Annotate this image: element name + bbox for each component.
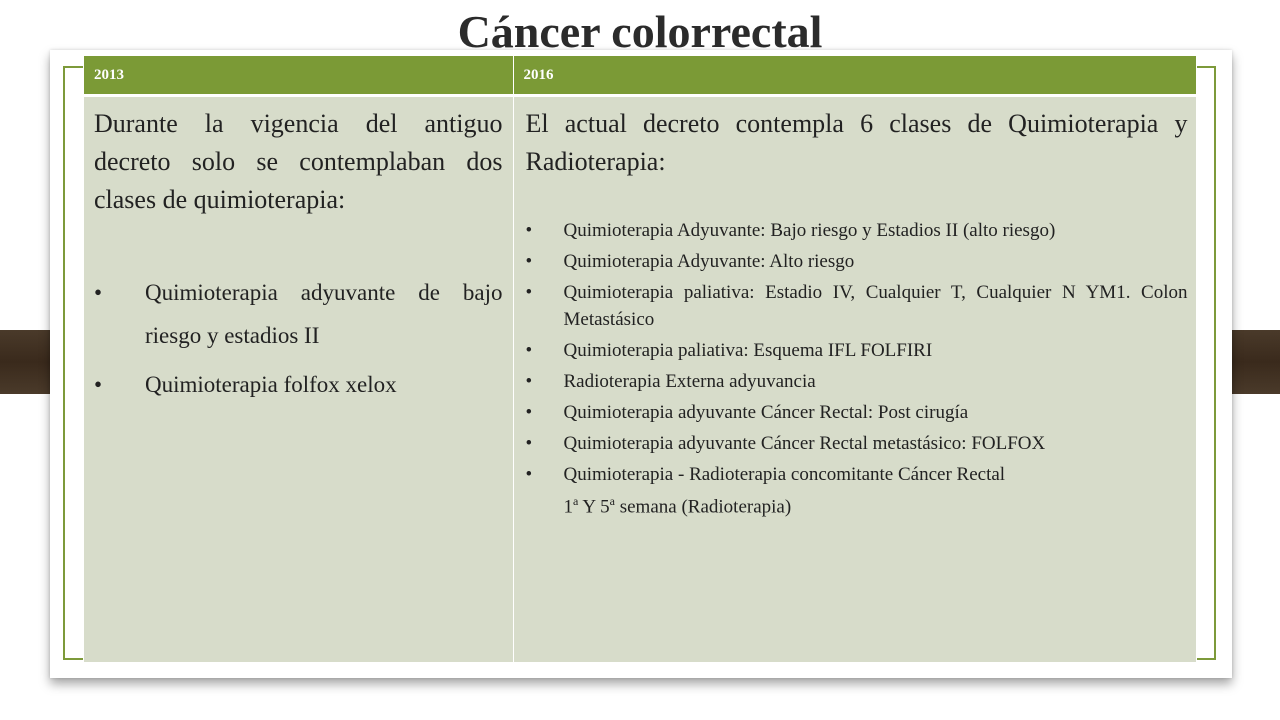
list-item: • Quimioterapia Adyuvante: Alto riesgo (526, 248, 1188, 275)
list-item: • Quimioterapia adyuvante Cáncer Rectal: Post cirugía (526, 399, 1188, 426)
list-2016 (526, 217, 1188, 520)
header-2016: 2016 (513, 56, 1196, 96)
lead-2013: Durante la vigencia del antiguo decreto solo se contemplaban dos clases de quimioterapia: (94, 109, 503, 214)
week-joiner: Y (582, 496, 596, 518)
list-item: • Quimioterapia Adyuvante: Bajo riesgo y Estadios II (alto riesgo) (526, 217, 1188, 244)
last-item-text: Quimioterapia - Radioterapia concomitante Cáncer Rectal (563, 464, 1006, 485)
list-item: • Quimioterapia paliativa: Estadio IV, Cualquier T, Cualquier N YM1. Colon Metastásico (526, 279, 1188, 333)
last-item-tail: semana (Radioterapia) (619, 496, 792, 518)
comparison-table (84, 56, 1197, 662)
header-2013: 2013 (84, 56, 513, 96)
lead-2016: El actual decreto contempla 6 clases de Quimioterapia y Radioterapia: (525, 109, 1188, 176)
list-item: • Quimioterapia adyuvante de bajo riesgo y estadios II (94, 271, 503, 357)
cell-2016 (513, 96, 1196, 663)
list-item-last (526, 461, 1188, 520)
list-item: • Quimioterapia folfox xelox (94, 363, 503, 406)
cell-2013 (84, 96, 513, 663)
list-item: • Quimioterapia paliativa: Esquema IFL FOLFIRI (526, 337, 1188, 364)
week-5-sup: a (609, 494, 615, 508)
week-5: 5 (600, 496, 610, 518)
list-item: • Quimioterapia adyuvante Cáncer Rectal metastásico: FOLFOX (526, 430, 1188, 457)
frame-bracket-right (1196, 66, 1216, 660)
frame-bracket-left (63, 66, 83, 660)
slide-title: Cáncer colorrectal (457, 6, 823, 57)
list-2013 (94, 271, 503, 406)
table-row (84, 96, 1196, 663)
list-item: • Radioterapia Externa adyuvancia (526, 368, 1188, 395)
week-1: 1 (563, 496, 573, 518)
week-1-sup: a (573, 494, 579, 508)
